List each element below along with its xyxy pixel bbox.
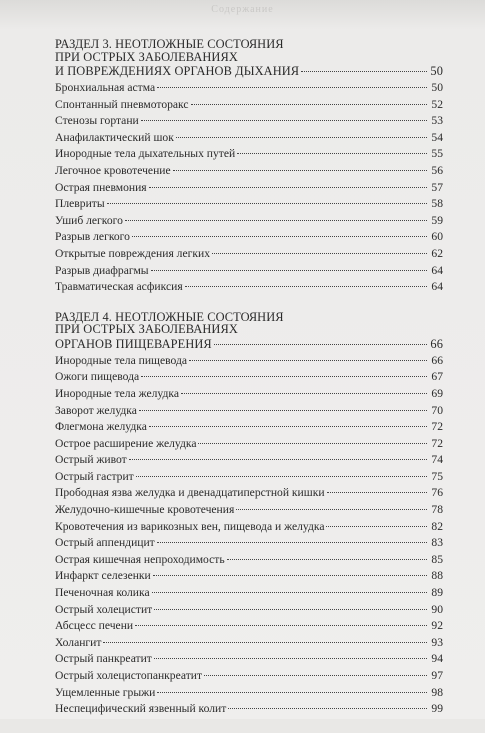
toc-section: [55, 38, 443, 296]
page-number: 66: [430, 337, 443, 352]
entry-label: Инородные тела желудка: [55, 386, 179, 400]
page-number: 82: [431, 519, 443, 533]
entry-label: Заворот желудка: [55, 403, 137, 417]
page-number: 72: [431, 420, 443, 434]
dot-leader: [153, 574, 427, 576]
entry-label: Кровотечения из варикозных вен, пищевода и желудка: [55, 519, 325, 533]
entry-label: Острая кишечная непроходимость: [55, 552, 225, 566]
toc-entry[interactable]: [55, 419, 443, 436]
entry-label: Спонтанный пневмоторакс: [55, 97, 189, 111]
toc-entry[interactable]: [55, 130, 443, 147]
toc-entry[interactable]: [55, 436, 443, 453]
page-number: 64: [431, 263, 443, 277]
entry-label: Острая пневмония: [55, 180, 147, 194]
page-number: 52: [431, 97, 443, 111]
toc-entry[interactable]: [55, 146, 443, 163]
dot-leader: [173, 169, 427, 171]
toc-entry[interactable]: [55, 386, 443, 403]
entry-label: Неспецифический язвенный колит: [55, 702, 227, 716]
page-number: 74: [431, 453, 443, 467]
toc-entry[interactable]: [55, 213, 443, 230]
page-number: 58: [431, 197, 443, 211]
toc-entry[interactable]: [55, 113, 443, 130]
page-number: 99: [431, 702, 443, 716]
toc-entry[interactable]: [55, 180, 443, 197]
dot-leader: [125, 219, 427, 221]
page-number: 94: [431, 652, 443, 666]
section-heading-label: ОРГАНОВ ПИЩЕВАРЕНИЯ: [55, 337, 212, 352]
toc-entry[interactable]: [55, 163, 443, 180]
toc-entry[interactable]: [55, 229, 443, 246]
toc-entry[interactable]: [55, 585, 443, 602]
dot-leader: [141, 375, 427, 377]
section-heading-label: И ПОВРЕЖДЕНИЯХ ОРГАНОВ ДЫХАНИЯ: [55, 64, 300, 79]
dot-leader: [327, 491, 427, 493]
section-heading-line: ПРИ ОСТРЫХ ЗАБОЛЕВАНИЯХ: [55, 322, 238, 337]
toc-entry[interactable]: [55, 502, 443, 519]
page-number: 55: [431, 147, 443, 161]
page-number: 60: [431, 230, 443, 244]
toc-entry[interactable]: [55, 279, 443, 296]
dot-leader: [189, 359, 427, 361]
toc-entry[interactable]: [55, 246, 443, 263]
entry-label: Анафилактический шок: [55, 130, 174, 144]
faded-header: Содержание: [211, 4, 274, 15]
page-number: 59: [431, 213, 443, 227]
entry-label: Инородные тела пищевода: [55, 353, 187, 367]
entry-label: Желудочно-кишечные кровотечения: [55, 503, 235, 517]
page-number: 83: [431, 536, 443, 550]
entry-label: Ущемленные грыжи: [55, 685, 156, 699]
entry-label: Ожоги пищевода: [55, 370, 140, 384]
entry-label: Открытые повреждения легких: [55, 246, 210, 260]
toc-entry[interactable]: [55, 196, 443, 213]
section-heading-line: ПРИ ОСТРЫХ ЗАБОЛЕВАНИЯХ: [55, 49, 238, 64]
entry-label: Разрыв легкого: [55, 230, 130, 244]
entry-label: Стенозы гортани: [55, 114, 139, 128]
dot-leader: [227, 558, 427, 560]
entry-label: Абсцесс печени: [55, 619, 134, 633]
page-number: 98: [431, 685, 443, 699]
page-number: 75: [431, 469, 443, 483]
dot-leader: [237, 152, 427, 154]
entry-label: Прободная язва желудка и двенадцатиперстной кишки: [55, 486, 325, 500]
toc-entry[interactable]: [55, 263, 443, 280]
dot-leader: [154, 657, 427, 659]
section-heading-entry[interactable]: [55, 336, 443, 353]
entry-label: Инфаркт селезенки: [55, 569, 151, 583]
toc-entry[interactable]: [55, 568, 443, 585]
dot-leader: [185, 285, 427, 287]
dot-leader: [152, 591, 427, 593]
page-number: 54: [431, 130, 443, 144]
dot-leader: [141, 119, 427, 121]
dot-leader: [198, 442, 427, 444]
entry-label: Острое расширение желудка: [55, 436, 197, 450]
dot-leader: [176, 136, 427, 138]
entry-label: Острый живот: [55, 453, 127, 467]
entry-label: Бронхиальная астма: [55, 81, 156, 94]
page-number: 72: [431, 436, 443, 450]
dot-leader: [129, 458, 427, 460]
entry-label: Острый холецистит: [55, 602, 153, 616]
dot-leader: [157, 691, 427, 693]
dot-leader: [191, 103, 427, 105]
toc-entry[interactable]: [55, 701, 443, 718]
toc-entry[interactable]: [55, 519, 443, 536]
dot-leader: [181, 392, 427, 394]
entry-label: Флегмона желудка: [55, 420, 147, 434]
toc-entry[interactable]: [55, 97, 443, 114]
dot-leader: [154, 608, 427, 610]
toc-entry[interactable]: [55, 469, 443, 486]
page-number: 92: [431, 619, 443, 633]
page-number: 88: [431, 569, 443, 583]
toc-entry[interactable]: [55, 369, 443, 386]
dot-leader: [204, 674, 427, 676]
page-number: 67: [431, 370, 443, 384]
section-heading-line: РАЗДЕЛ 4. НЕОТЛОЖНЫЕ СОСТОЯНИЯ: [55, 309, 284, 324]
entry-label: Печеночная колика: [55, 586, 150, 600]
entry-label: Плевриты: [55, 197, 105, 211]
dot-leader: [228, 707, 427, 709]
table-of-contents: [55, 38, 443, 733]
page-number: 50: [431, 81, 443, 94]
entry-label: Инородные тела дыхательных путей: [55, 147, 236, 161]
dot-leader: [132, 235, 427, 237]
page-number: 50: [430, 64, 443, 79]
entry-label: Острый панкреатит: [55, 652, 152, 666]
toc-entry[interactable]: [55, 80, 443, 97]
toc-entry[interactable]: [55, 618, 443, 635]
page-number: 76: [431, 486, 443, 500]
page-number: 90: [431, 602, 443, 616]
dot-leader: [107, 202, 427, 204]
entry-label: Разрыв диафрагмы: [55, 263, 149, 277]
dot-leader: [157, 86, 427, 88]
page-number: 64: [431, 280, 443, 294]
page-number: 56: [431, 163, 443, 177]
page-number: 93: [431, 635, 443, 649]
entry-label: Ушиб легкого: [55, 213, 123, 227]
toc-entry[interactable]: [55, 552, 443, 569]
dot-leader: [139, 409, 427, 411]
page-number: 53: [431, 114, 443, 128]
toc-entry[interactable]: [55, 685, 443, 702]
page-number: 85: [431, 552, 443, 566]
page-number: 70: [431, 403, 443, 417]
dot-leader: [151, 269, 427, 271]
entry-label: Острый холецистопанкреатит: [55, 669, 203, 682]
toc-entry[interactable]: [55, 668, 443, 685]
dot-leader: [236, 508, 427, 510]
dot-leader: [149, 186, 427, 188]
entry-label: Легочное кровотечение: [55, 163, 171, 177]
toc-section: [55, 311, 443, 718]
dot-leader: [135, 624, 427, 626]
page-number: 89: [431, 586, 443, 600]
dot-leader: [136, 475, 427, 477]
toc-entry[interactable]: [55, 602, 443, 619]
page-number: 69: [431, 386, 443, 400]
entry-label: Холангит: [55, 635, 102, 649]
dot-leader: [157, 541, 427, 543]
dot-leader: [326, 525, 427, 527]
entry-label: Острый гастрит: [55, 469, 134, 483]
toc-entry[interactable]: [55, 485, 443, 502]
entry-label: Острый аппендицит: [55, 536, 155, 550]
toc-entry[interactable]: [55, 535, 443, 552]
dot-leader: [301, 70, 427, 72]
page-number: 62: [431, 246, 443, 260]
entry-label: Травматическая асфиксия: [55, 280, 183, 294]
page-number: 57: [431, 180, 443, 194]
toc-entry[interactable]: [55, 635, 443, 652]
toc-entry[interactable]: [55, 452, 443, 469]
dot-leader: [212, 252, 427, 254]
page-number: 97: [431, 669, 443, 682]
page-number: 78: [431, 503, 443, 517]
toc-entry[interactable]: [55, 403, 443, 420]
section-heading-line: РАЗДЕЛ 3. НЕОТЛОЖНЫЕ СОСТОЯНИЯ: [55, 37, 284, 51]
toc-entry[interactable]: [55, 651, 443, 668]
section-heading-entry[interactable]: [55, 63, 443, 80]
page-number: 66: [431, 353, 443, 367]
dot-leader: [214, 343, 427, 345]
dot-leader: [149, 425, 427, 427]
toc-entry[interactable]: [55, 353, 443, 370]
dot-leader: [103, 641, 427, 643]
